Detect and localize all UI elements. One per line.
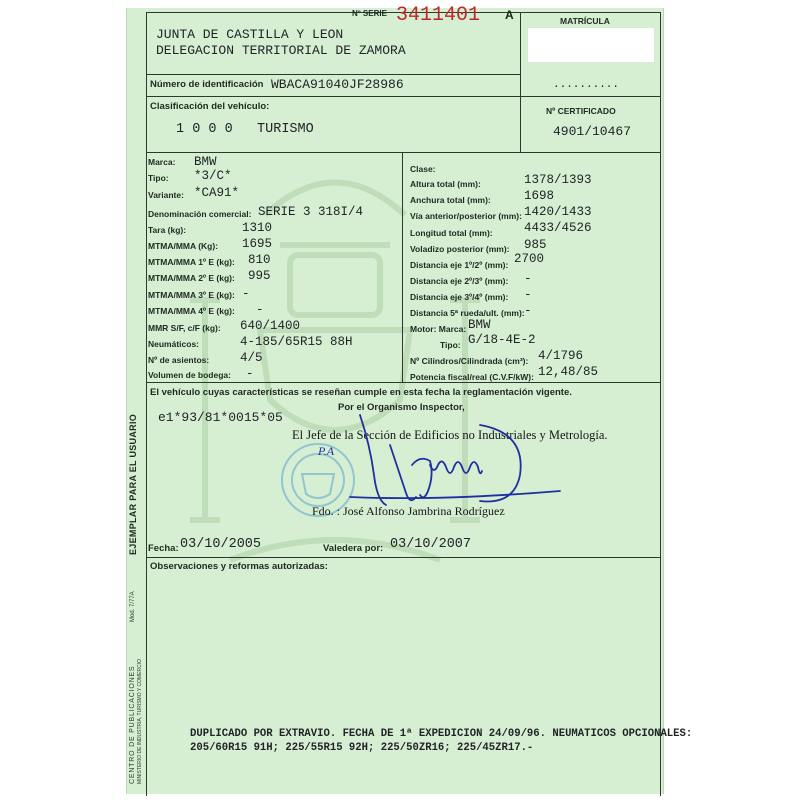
certificate-value: 4901/10467	[553, 124, 632, 139]
spec-value: 1698	[524, 189, 555, 203]
spec-value: -	[256, 303, 264, 317]
certificate-label: Nº CERTIFICADO	[546, 106, 616, 116]
spec-label: MTMA/MMA (Kg):	[148, 241, 219, 251]
id-value: WBACA91040JF28986	[271, 77, 404, 92]
left-border	[146, 12, 147, 796]
spec-label: Nº Cilindros/Cilindrada (cm³):	[410, 356, 529, 366]
spec-value: BMW	[468, 318, 491, 332]
spec-label: Denominación comercial:	[148, 209, 252, 219]
spec-value: 1695	[242, 237, 273, 251]
authority-line-2: DELEGACION TERRITORIAL DE ZAMORA	[156, 43, 406, 58]
spec-value: -	[524, 272, 532, 286]
spec-value: BMW	[194, 155, 217, 169]
classification-bottom-line	[146, 152, 660, 153]
spec-label: Distancia eje 1º/2º (mm):	[410, 260, 509, 270]
spec-value: -	[242, 287, 250, 301]
spec-label: MTMA/MMA 2º E (kg):	[148, 273, 235, 283]
matricula-label: MATRÍCULA	[560, 16, 610, 26]
spec-label: MTMA/MMA 1º E (kg):	[148, 257, 235, 267]
id-bottom-line	[146, 96, 660, 97]
classification-label: Clasificación del vehículo:	[150, 101, 270, 112]
id-top-line	[146, 74, 520, 75]
specs-divider	[402, 152, 403, 382]
spec-label: Potencia fiscal/real (C.V.F/kW):	[410, 372, 534, 382]
spec-value: 985	[524, 238, 547, 252]
serie-label: Nº SERIE	[352, 9, 387, 18]
copy-label: EJEMPLAR PARA EL USUARIO	[128, 413, 138, 555]
fecha-value: 03/10/2005	[180, 537, 262, 552]
spec-value: 995	[248, 269, 271, 283]
spec-value: 4433/4526	[524, 221, 592, 235]
spec-label: Distancia 5ª rueda/ult. (mm):	[410, 308, 525, 318]
spec-value: G/18-4E-2	[468, 333, 536, 347]
spec-label: Longitud total (mm):	[410, 228, 493, 238]
spec-value: 4-185/65R15 88H	[240, 335, 353, 349]
spec-value: 640/1400	[240, 319, 301, 333]
spec-label: Distancia eje 3º/4º (mm):	[410, 292, 509, 302]
pa-label: P.A	[318, 444, 335, 458]
left-spec-list	[148, 157, 400, 379]
serie-letter: A	[505, 8, 514, 22]
id-dots: ..........	[553, 79, 620, 91]
serie-number: 3411401	[396, 4, 481, 27]
approval-bottom-line	[146, 557, 660, 558]
spec-label: Anchura total (mm):	[410, 195, 491, 205]
observations-line-2: 205/60R15 91H; 225/55R15 92H; 225/50ZR16; 225/45ZR17.-	[190, 742, 534, 754]
spec-label: Tara (kg):	[148, 225, 187, 235]
right-spec-list	[410, 164, 658, 380]
spec-value: -	[524, 288, 532, 302]
spec-value: 1310	[242, 221, 273, 235]
valedera-value: 03/10/2007	[390, 537, 472, 552]
observations-label: Observaciones y reformas autorizadas:	[150, 561, 328, 572]
spec-label: Nº de asientos:	[148, 355, 210, 365]
spec-value: 1378/1393	[524, 173, 592, 187]
specs-bottom-line	[146, 382, 660, 383]
publisher-label: CENTRO DE PUBLICACIONES	[129, 665, 136, 784]
spec-label: Tipo:	[440, 340, 461, 350]
right-border	[660, 12, 661, 796]
spec-value: -	[524, 304, 532, 318]
spec-label: Variante:	[148, 190, 184, 200]
spec-label: Marca:	[148, 157, 176, 167]
fecha-label: Fecha:	[148, 543, 179, 554]
spec-value: 4/5	[240, 351, 263, 365]
spec-value: *CA91*	[194, 186, 240, 200]
spec-label: Voladizo posterior (mm):	[410, 244, 510, 254]
spec-label: Tipo:	[148, 173, 169, 183]
spec-label: MTMA/MMA 3º E (kg):	[148, 290, 235, 300]
spec-value: 12,48/85	[538, 365, 599, 379]
spec-value: 810	[248, 253, 271, 267]
spec-value: SERIE 3 318I/4	[258, 205, 364, 219]
id-label: Número de identificación	[150, 79, 264, 90]
ministry-label: MINISTERIO DE INDUSTRIA, TURISMO Y COMERCIO	[137, 658, 143, 784]
observations-line-1: DUPLICADO POR EXTRAVIO. FECHA DE 1ª EXPEDICION 24/09/96. NEUMATICOS OPCIONALES:	[190, 728, 693, 740]
inspector-label: Por el Organismo Inspector,	[338, 402, 465, 413]
spec-value: 4/1796	[538, 349, 584, 363]
spec-label: Altura total (mm):	[410, 179, 481, 189]
matricula-field	[528, 28, 654, 62]
valedera-label: Valedera por:	[323, 543, 384, 554]
spec-label: Distancia eje 2º/3º (mm):	[410, 276, 509, 286]
matricula-divider	[520, 12, 521, 152]
spec-label: Clase:	[410, 164, 436, 174]
homologation-number: e1*93/81*0015*05	[158, 410, 283, 425]
signed-by: Fdo. : José Alfonso Jambrina Rodríguez	[312, 504, 505, 518]
authority-line-1: JUNTA DE CASTILLA Y LEON	[156, 27, 344, 42]
spec-label: Volumen de bodega:	[148, 370, 231, 380]
spec-label: MTMA/MMA 4º E (kg):	[148, 306, 235, 316]
spec-value: -	[246, 367, 254, 381]
spec-value: 1420/1433	[524, 205, 592, 219]
model-label: Mod. 7/77A	[130, 591, 136, 622]
spec-value: 2700	[514, 252, 545, 266]
spec-label: Neumáticos:	[148, 339, 200, 349]
spec-label: MMR S/F, c/F (kg):	[148, 323, 221, 333]
classification-value: 1 0 0 0 TURISMO	[176, 122, 314, 137]
chief-title: El Jefe de la Sección de Edificios no Industriales y Metrología.	[292, 428, 608, 442]
spec-label: Vía anterior/posterior (mm):	[410, 211, 522, 221]
approval-statement: El vehículo cuyas características se reseñan cumple en esta fecha la reglamentación vigente.	[150, 387, 572, 398]
spec-value: *3/C*	[194, 169, 232, 183]
spec-label: Motor: Marca:	[410, 324, 467, 334]
